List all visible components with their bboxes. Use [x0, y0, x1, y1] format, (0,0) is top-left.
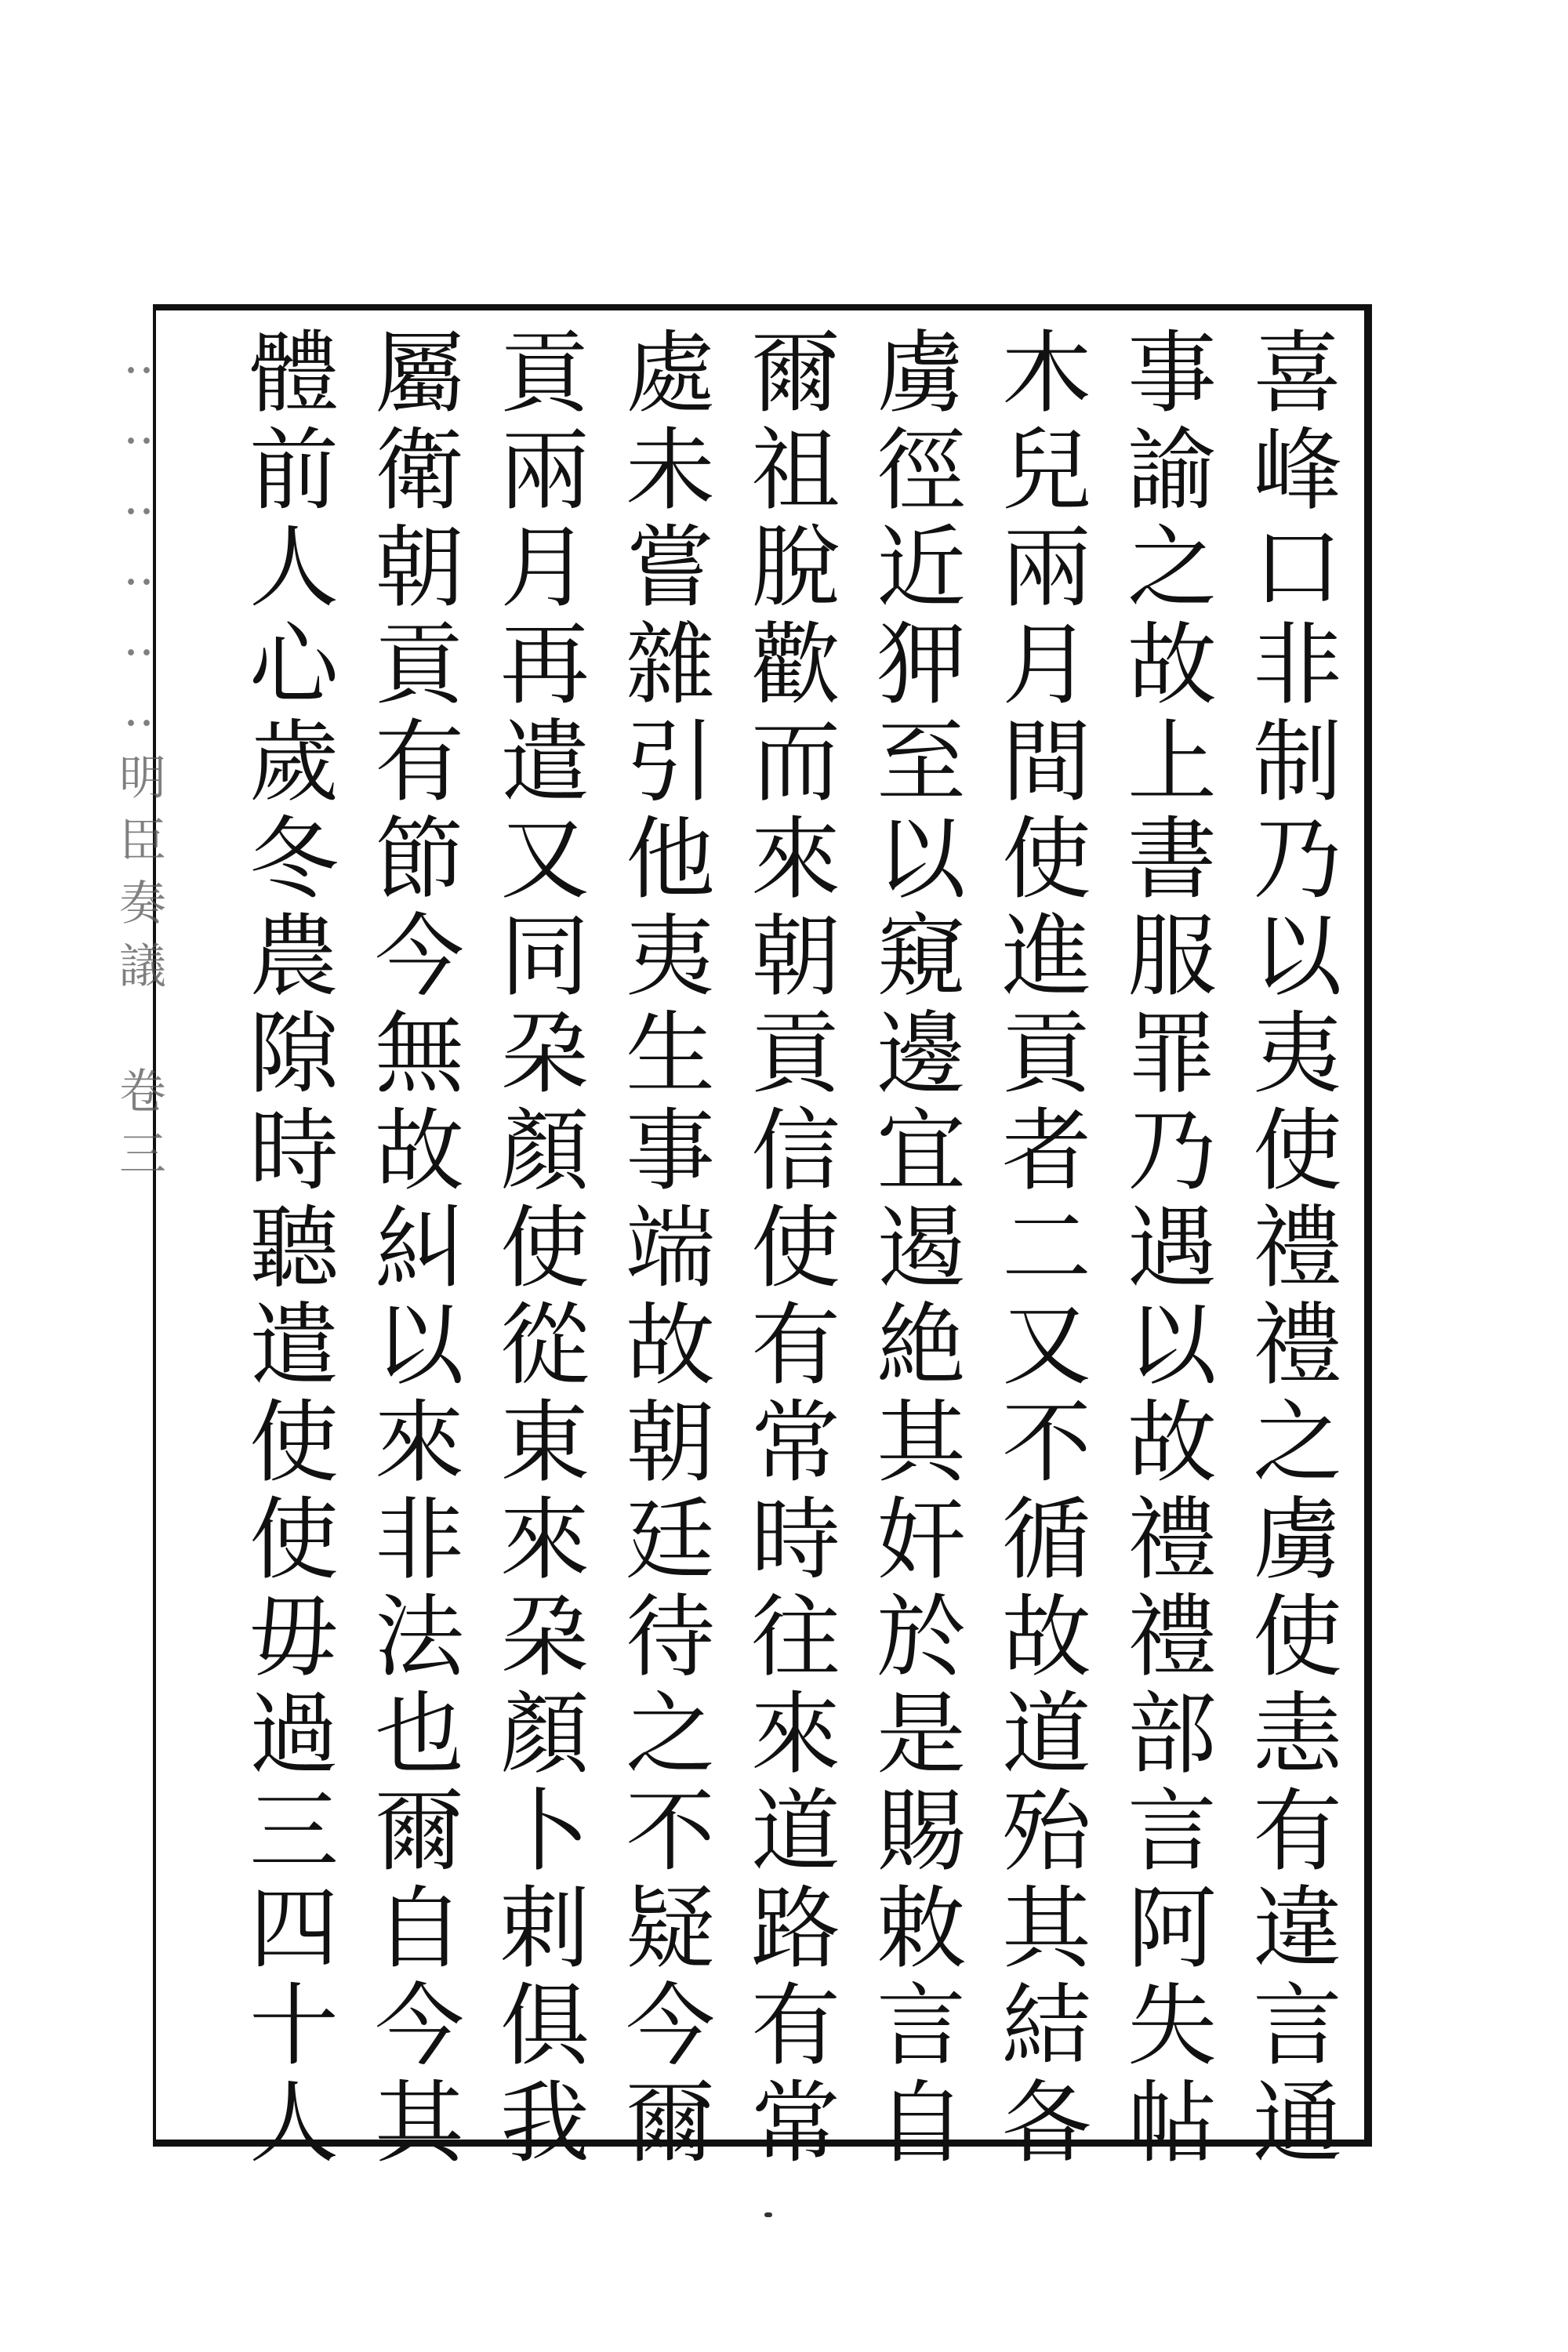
text-column-6: 處未嘗雜引他夷生事端故朝廷待之不疑今爾: [611, 325, 715, 2172]
text-column-9: 體前人心歲冬農隙時聽遣使使毋過三四十人: [234, 325, 339, 2172]
margin-text: ‥‥‥‥‥‥明臣奏議 卷三: [111, 329, 166, 1192]
text-column-8: 屬衛朝貢有節今無故糾以來非法也爾自今其: [360, 325, 464, 2172]
text-column-3: 木兒兩月間使進貢者二又不循故道殆其結各: [987, 325, 1091, 2172]
text-column-2: 事諭之故上書服罪乃遇以故禮禮部言阿失帖: [1112, 325, 1217, 2172]
text-column-1: 喜峰口非制乃以夷使禮禮之虜使恚有違言通: [1238, 325, 1342, 2172]
text-column-7: 貢兩月再遣又同朶顏使從東來朶顏卜剌俱我: [485, 325, 590, 2172]
text-column-4: 虜徑近狎至以窺邊宜遏絶其奸於是賜敕言自: [862, 325, 966, 2172]
text-column-5: 爾祖脫歡而來朝貢信使有常時往來道路有常: [736, 325, 840, 2172]
ink-speck: [764, 2212, 772, 2217]
